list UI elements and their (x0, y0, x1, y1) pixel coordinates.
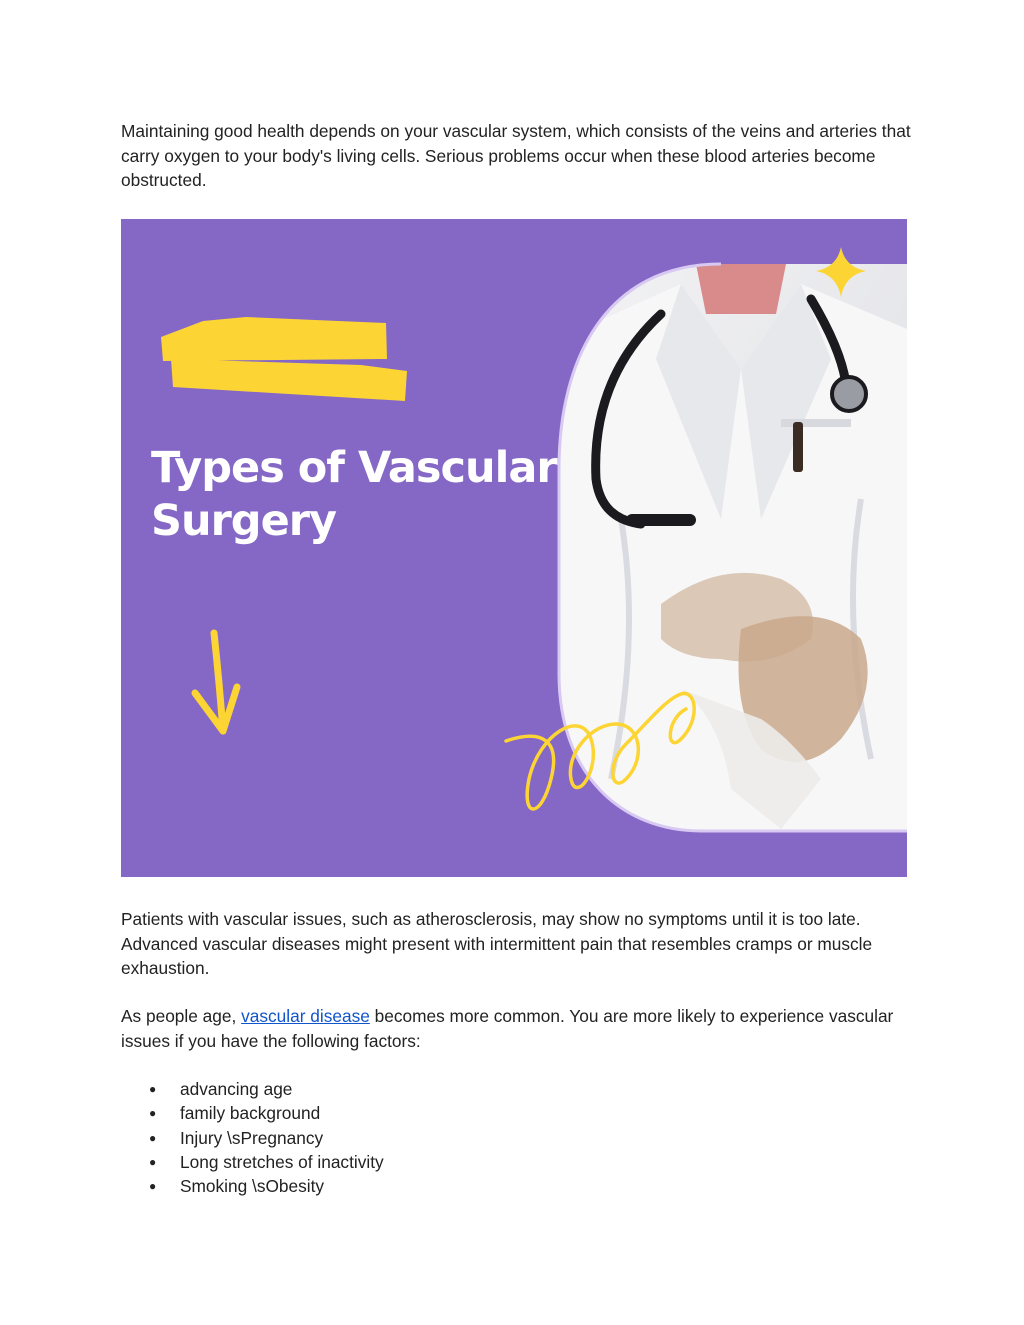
list-item-text: family background (180, 1103, 321, 1124)
list-item-text: advancing age (180, 1079, 293, 1099)
banner-image (121, 219, 907, 877)
risk-paragraph (121, 1004, 911, 1053)
list-item (121, 1150, 384, 1174)
bullet-icon: ● (149, 1154, 157, 1169)
list-item-text: Smoking \sObesity (180, 1176, 325, 1197)
banner-title-line1: Types of Vascular (151, 443, 557, 493)
risk-text-after: becomes more common. You are more likely to experience vascular issues if you have the following factors: (121, 1006, 894, 1051)
bullet-icon: ● (149, 1130, 157, 1145)
list-item (121, 1126, 384, 1150)
bullet-icon: ● (149, 1106, 157, 1121)
banner-graphic (121, 219, 907, 877)
risk-text-before: As people age, (121, 1006, 242, 1026)
list-item-text: Long stretches of inactivity (180, 1151, 384, 1172)
highlight-brush-shape (161, 317, 407, 401)
risk-factors-list (121, 1077, 384, 1198)
banner-title-line2: Surgery (151, 496, 336, 546)
list-item (121, 1174, 384, 1198)
bullet-icon: ● (149, 1082, 157, 1096)
symptoms-paragraph: Patients with vascular issues, such as atherosclerosis, may show no symptoms until it is too late. Advanced vascular diseases might present with intermittent pain that resembles cramps or muscle exhaustion. (121, 909, 873, 978)
list-item-text: Injury \sPregnancy (180, 1127, 324, 1148)
vascular-disease-link[interactable]: vascular disease (241, 1006, 370, 1026)
banner-title (151, 442, 557, 548)
doctor-photo (551, 259, 907, 839)
arrow-down-icon (195, 633, 237, 731)
list-item (121, 1101, 384, 1125)
bullet-icon: ● (149, 1179, 157, 1194)
list-item (121, 1077, 384, 1101)
intro-paragraph: Maintaining good health depends on your vascular system, which consists of the veins and arteries that carry oxygen to your body's living cells. Serious problems occur when these blood arteries become obstructed. (121, 121, 911, 190)
